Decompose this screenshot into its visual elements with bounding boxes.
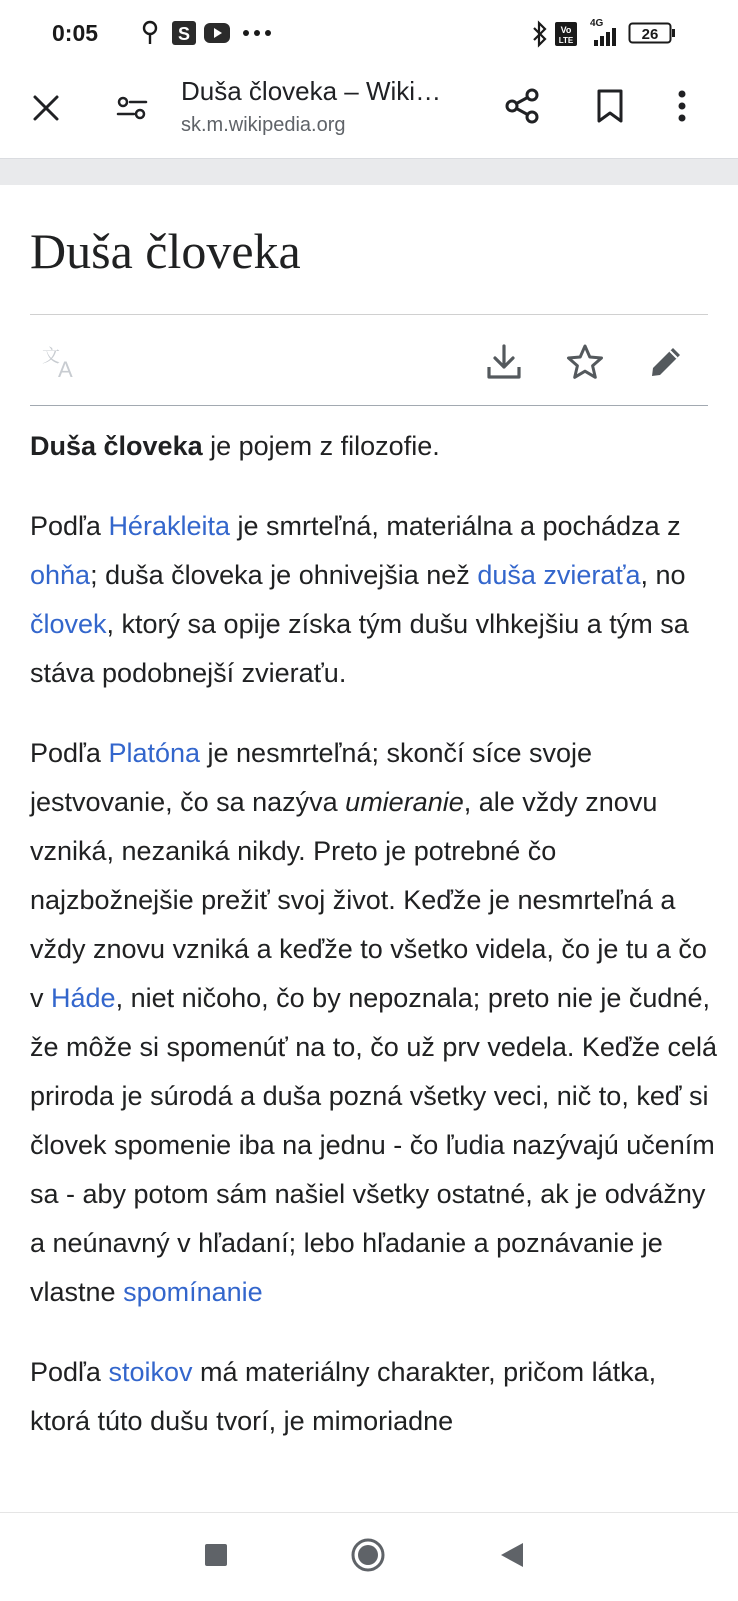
- link-platona[interactable]: Platóna: [108, 738, 201, 768]
- paragraph-stoics: [30, 1348, 720, 1446]
- toolbar-shadow-divider: [0, 158, 738, 185]
- volte-icon: [554, 20, 578, 48]
- svg-text:S: S: [177, 24, 191, 44]
- link-hade[interactable]: Háde: [51, 983, 116, 1013]
- page-actions-bar: [0, 320, 738, 406]
- paragraph-text: , ale vždy znovu vzniká, nezaniká nikdy. Preto je potrebné čo najzbožnejšie prežiť svoj život. Keďže je nesmrteľná a vždy znovu vzniká a keďže to všetko videla, čo je tu a čo v: [30, 787, 707, 1013]
- paragraph-heraclitus: [30, 502, 720, 698]
- actions-divider: [30, 405, 708, 406]
- browser-toolbar: [0, 66, 738, 160]
- svg-text:LTE: LTE: [558, 36, 574, 45]
- link-herakleita[interactable]: Hérakleita: [108, 511, 230, 541]
- overflow-menu-icon[interactable]: [668, 84, 696, 128]
- italic-term: umieranie: [345, 787, 464, 817]
- recents-square-icon[interactable]: [196, 1535, 236, 1575]
- back-triangle-icon[interactable]: [492, 1535, 532, 1575]
- paragraph-text: je nesmrteľná; skončí síce svoje jestvovanie, čo sa nazýva: [30, 738, 593, 817]
- paragraph-text: ; duša človeka je ohnivejšia než: [90, 560, 478, 590]
- language-icon[interactable]: [38, 340, 82, 384]
- page-url[interactable]: sk.m.wikipedia.org: [181, 114, 346, 136]
- status-bar: [0, 0, 738, 66]
- status-time: 0:05: [52, 20, 99, 46]
- svg-text:文: 文: [42, 346, 60, 367]
- paragraph-intro: [30, 422, 720, 471]
- watch-star-icon[interactable]: [563, 340, 607, 384]
- title-divider: [30, 314, 708, 315]
- battery-icon: [628, 20, 676, 46]
- link-ohna[interactable]: ohňa: [30, 560, 91, 590]
- s-app-icon: [171, 20, 197, 46]
- paragraph-text: Podľa: [30, 511, 109, 541]
- site-settings-icon[interactable]: [110, 86, 154, 130]
- paragraph-text: je pojem z filozofie.: [202, 431, 440, 461]
- close-icon[interactable]: [24, 86, 68, 130]
- bluetooth-icon: [531, 20, 549, 48]
- paragraph-text: , no: [640, 560, 686, 590]
- article-content: [30, 422, 720, 1477]
- bold-term: Duša človeka: [30, 431, 203, 461]
- page-tab-title[interactable]: Duša človeka – Wiki…: [181, 76, 442, 106]
- paragraph-text: , ktorý sa opije získa tým dušu vlhkejšiu a tým sa stáva podobnejší zvieraťu.: [30, 609, 689, 688]
- share-icon[interactable]: [498, 82, 546, 130]
- svg-text:4G: 4G: [590, 18, 604, 29]
- paragraph-text: je smrteľná, materiálna a pochádza z: [230, 511, 681, 541]
- location-pin-icon: [140, 20, 160, 46]
- home-circle-icon[interactable]: [348, 1535, 388, 1575]
- system-navigation-bar: [0, 1512, 738, 1601]
- link-dusa-zvierata[interactable]: duša zvieraťa: [477, 560, 641, 590]
- paragraph-text: Podľa: [30, 738, 109, 768]
- more-notifications-icon: [242, 20, 274, 46]
- paragraph-text: má materiálny charakter, pričom látka, ktorá túto dušu tvorí, je mimoriadne: [30, 1357, 657, 1436]
- svg-text:Vo: Vo: [560, 25, 572, 35]
- signal-4g-icon: [584, 16, 624, 48]
- youtube-icon: [203, 20, 231, 46]
- svg-text:26: 26: [641, 26, 659, 43]
- article-title: Duša človeka: [30, 223, 301, 279]
- link-stoikov[interactable]: stoikov: [108, 1357, 193, 1387]
- link-spominanie[interactable]: spomínanie: [123, 1277, 263, 1307]
- bookmark-icon[interactable]: [588, 84, 632, 128]
- download-icon[interactable]: [482, 340, 526, 384]
- paragraph-plato: [30, 729, 720, 1317]
- edit-pencil-icon[interactable]: [644, 340, 688, 384]
- paragraph-text: Podľa: [30, 1357, 109, 1387]
- link-clovek[interactable]: človek: [30, 609, 107, 639]
- paragraph-text: , niet ničoho, čo by nepoznala; preto nie je čudné, že môže si spomenúť na to, čo už prv vedela. Keďže celá priroda je súrodá a duša pozná všetky veci, nič to, keď si človek spomenie iba na jednu - čo ľudia nazývajú učením sa - aby potom sám našiel všetky ostatné, ak je odvážny a neúnavný v hľadaní; lebo hľadanie a poznávanie je vlastne: [30, 983, 718, 1307]
- svg-text:A: A: [58, 357, 73, 380]
